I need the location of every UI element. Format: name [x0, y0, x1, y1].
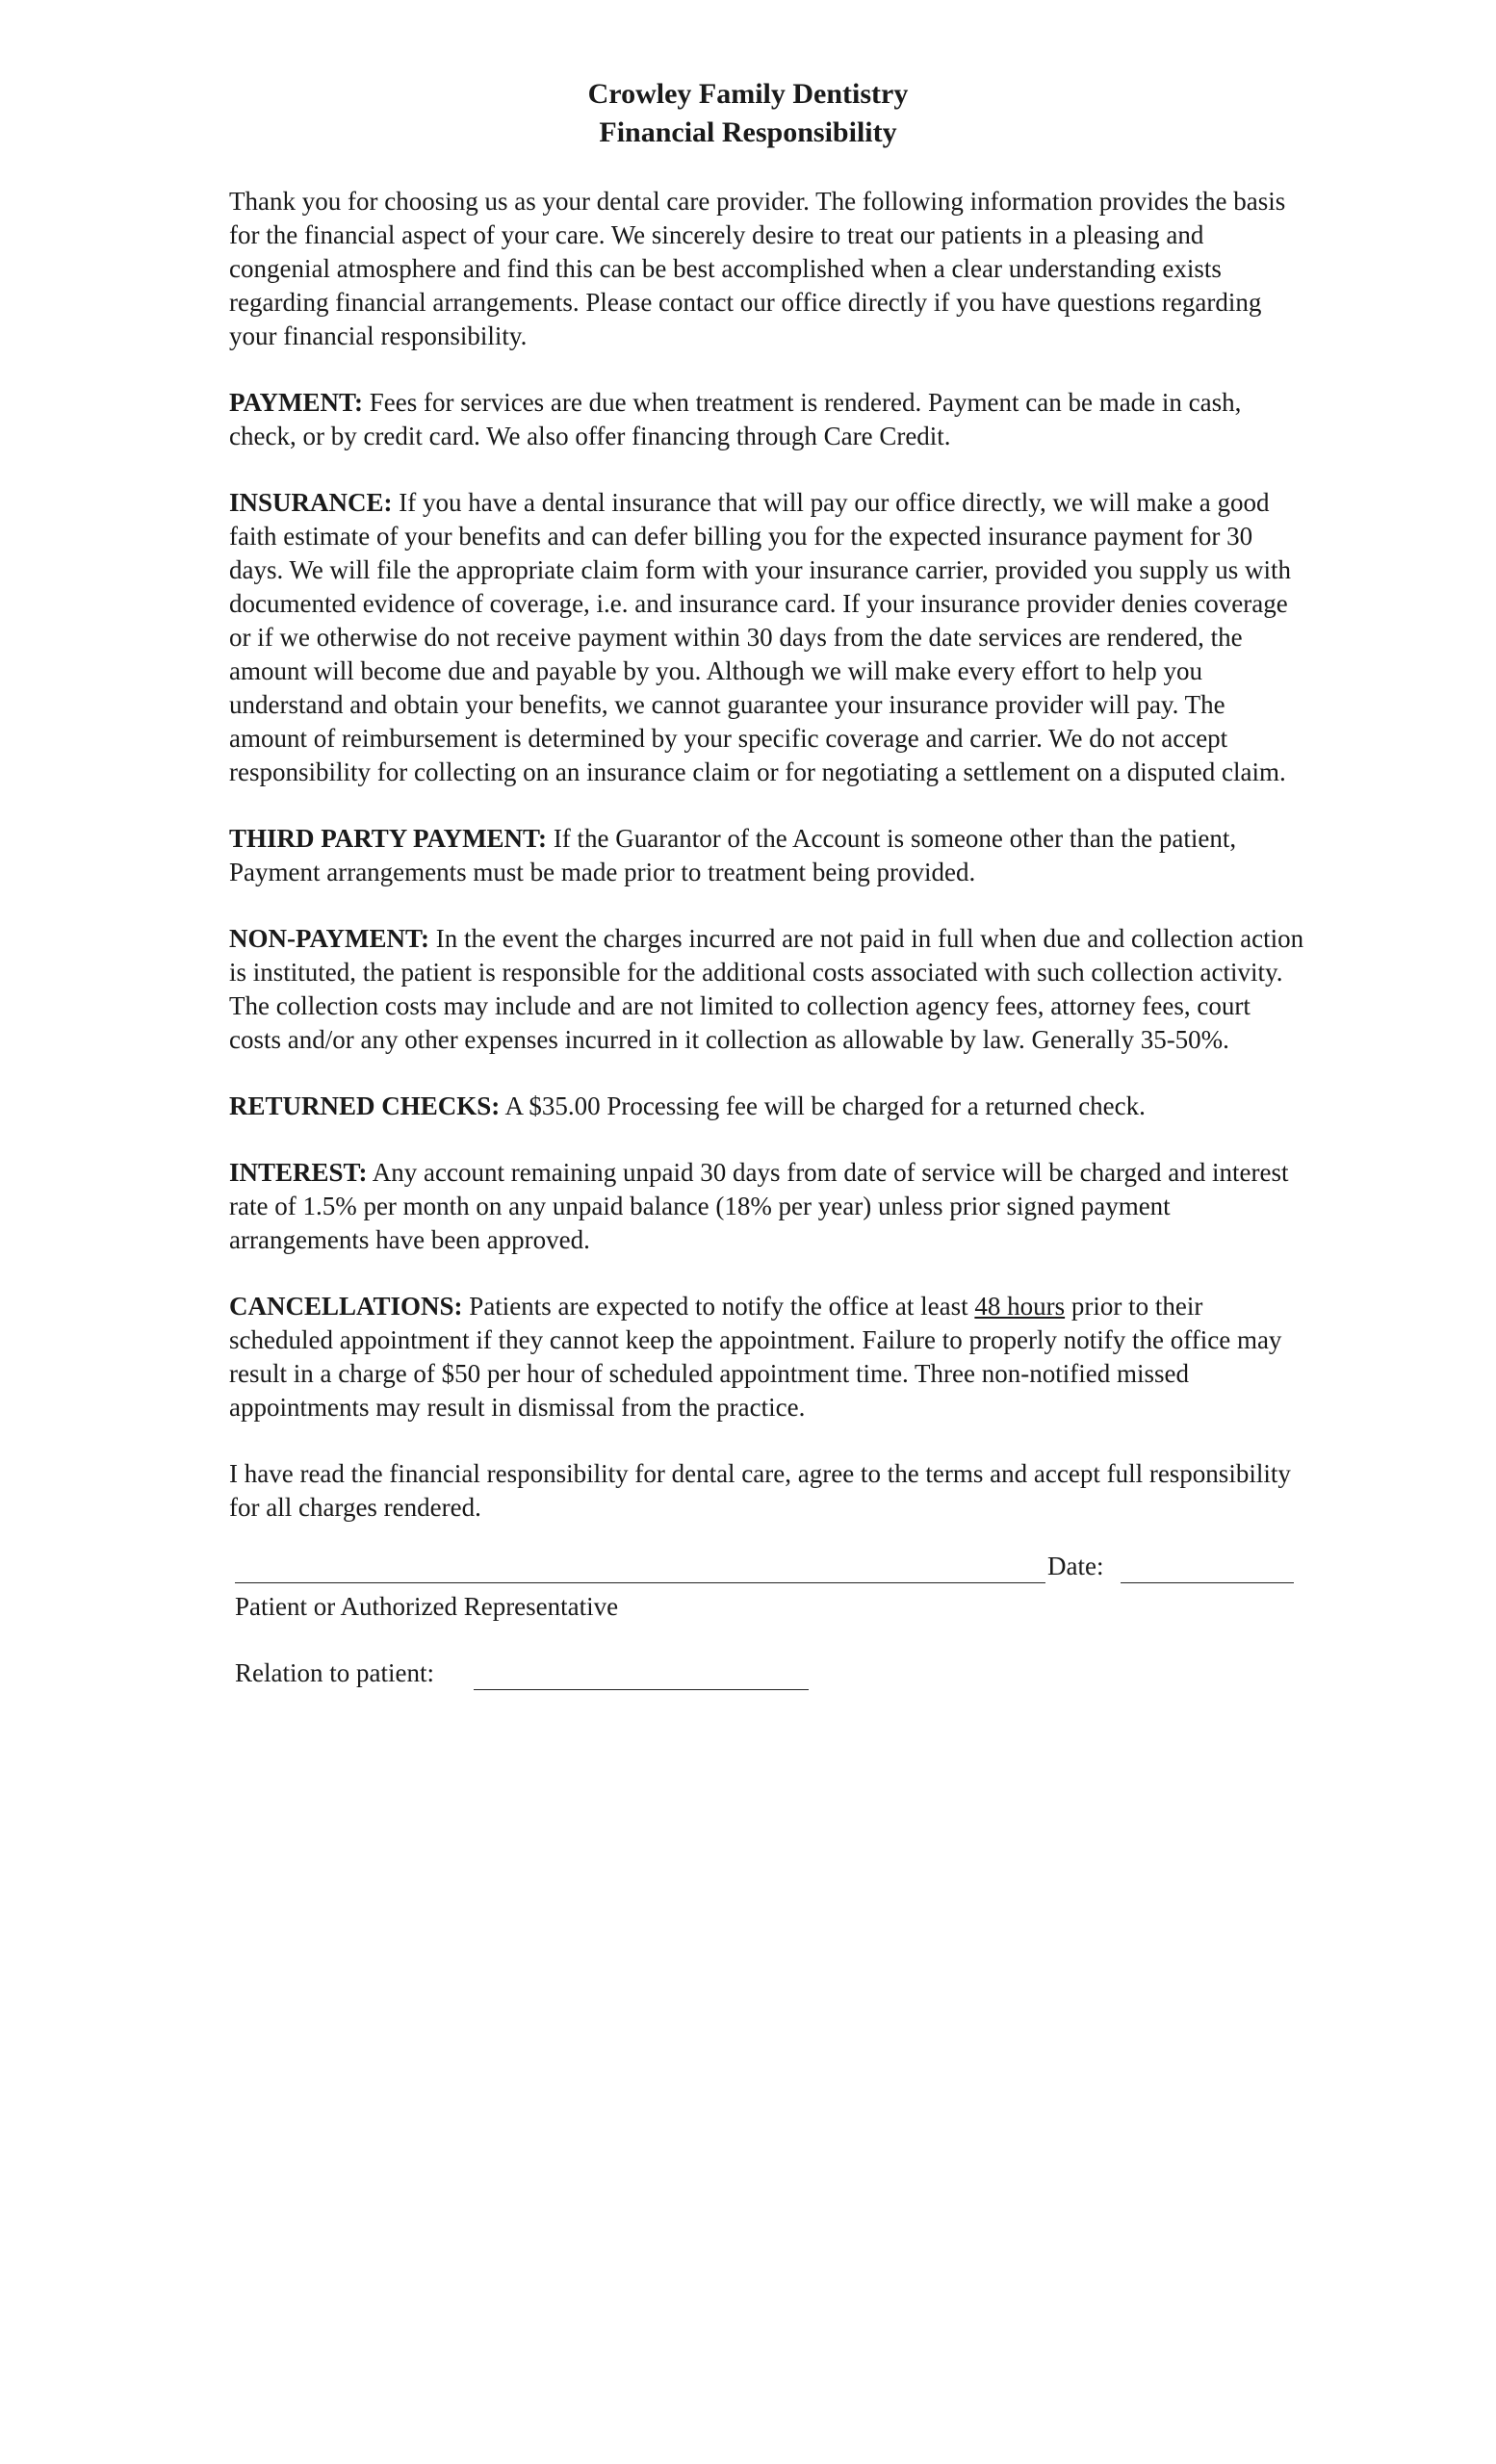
payment-heading: PAYMENT:: [229, 388, 363, 417]
practice-name: Crowley Family Dentistry: [587, 78, 909, 110]
insurance-text: If you have a dental insurance that will pay our office directly, we will make a good faith estimate of your benefits and can defer billing you for the expected insurance payment for 30 days. We will file the appropriate claim form with your insurance carrier, provided you supply us with documented evidence of coverage, i.e. and insurance card. If your insurance provider denies coverage or if we otherwise do not receive payment within 30 days from the date services are rendered, the amount will become due and payable by you. Although we will make every effort to help you understand and obtain your benefits, we cannot guarantee your insurance provider will pay. The amount of reimbursement is determined by your specific coverage and carrier. We do not accept responsibility for collecting on an insurance claim or for negotiating a settlement on a disputed claim.: [229, 488, 1291, 786]
document-body: [229, 185, 1307, 1695]
relation-line[interactable]: [474, 1689, 809, 1690]
third-party-text: If the Guarantor of the Account is someone other than the patient, Payment arrangements must be made prior to treatment being provided.: [229, 824, 1237, 886]
cancellations-text-before: Patients are expected to notify the office at least: [462, 1292, 975, 1321]
relation-row: [229, 1656, 1307, 1695]
agreement-statement: I have read the financial responsibility for dental care, agree to the terms and accept full responsibility for all charges rendered.: [229, 1459, 1291, 1522]
date-label: Date:: [1047, 1552, 1104, 1580]
interest-heading: INTEREST:: [229, 1158, 368, 1187]
interest-section: [229, 1156, 1307, 1257]
returned-checks-heading: RETURNED CHECKS:: [229, 1091, 501, 1120]
insurance-section: [229, 486, 1307, 789]
document-title: Financial Responsibility: [599, 116, 897, 148]
intro-paragraph: Thank you for choosing us as your dental care provider. The following information provides the basis for the financial aspect of your care. We sincerely desire to treat our patients in a pleasing and congenial atmosphere and find this can be best accomplished when a clear understanding exists regarding financial arrangements. Please contact our office directly if you have questions regarding your financial responsibility.: [229, 187, 1286, 350]
returned-checks-text: A $35.00 Processing fee will be charged for a returned check.: [500, 1091, 1146, 1120]
third-party-section: [229, 822, 1307, 889]
returned-checks-section: [229, 1090, 1307, 1123]
cancellations-notice-period: 48 hours: [974, 1292, 1066, 1321]
cancellations-section: [229, 1290, 1307, 1424]
interest-text: Any account remaining unpaid 30 days from date of service will be charged and interest rate of 1.5% per month on any unpaid balance (18% per year) unless prior signed payment arrangements have been approved.: [229, 1158, 1289, 1254]
non-payment-heading: NON-PAYMENT:: [229, 924, 429, 953]
relation-label: Relation to patient:: [235, 1658, 434, 1687]
cancellations-heading: CANCELLATIONS:: [229, 1292, 463, 1321]
non-payment-text: In the event the charges incurred are not paid in full when due and collection action is instituted, the patient is responsible for the additional costs associated with such collection activity. The collection costs may include and are not limited to collection agency fees, attorney fees, court costs and/or any other expenses incurred in it collection as allowable by law. Generally 35-50%.: [229, 924, 1304, 1054]
payment-section: [229, 386, 1307, 453]
signature-row: [229, 1550, 1307, 1588]
signature-caption: Patient or Authorized Representative: [235, 1592, 619, 1621]
third-party-heading: THIRD PARTY PAYMENT:: [229, 824, 548, 853]
payment-text: Fees for services are due when treatment is rendered. Payment can be made in cash, check, or by credit card. We also offer financing through Care Credit.: [229, 388, 1242, 450]
cancellations-text-after: prior to their scheduled appointment if they cannot keep the appointment. Failure to properly notify the office may result in a charge of $50 per hour of scheduled appointment time. Three non-notified missed appointments may result in dismissal from the practice.: [229, 1292, 1282, 1422]
non-payment-section: [229, 922, 1307, 1057]
insurance-heading: INSURANCE:: [229, 488, 393, 517]
signature-line[interactable]: [235, 1582, 1045, 1583]
document-header: [0, 75, 1496, 152]
date-line[interactable]: [1121, 1582, 1294, 1583]
